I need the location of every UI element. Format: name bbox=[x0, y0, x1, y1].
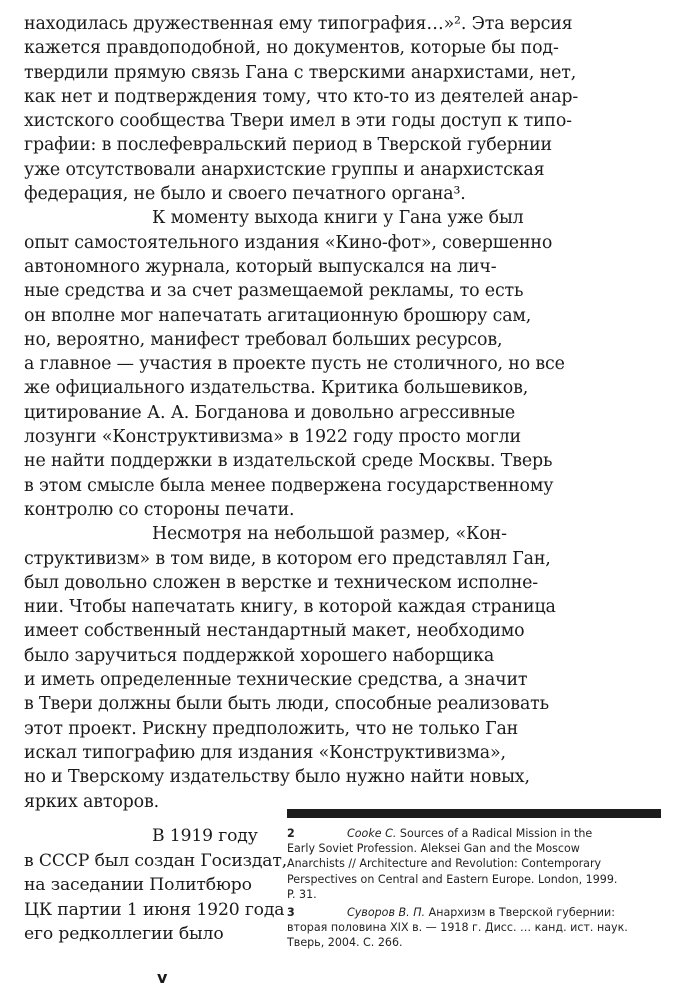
footnote-3 bbox=[287, 905, 677, 951]
footnote-line: Anarchists // Architecture and Revolution: Contemporary bbox=[287, 857, 602, 871]
footnote-line: Early Soviet Profession. Aleksei Gan and the Moscow bbox=[287, 842, 580, 856]
body-line: твердили прямую связь Гана с тверскими анархистами, нет, bbox=[24, 62, 577, 83]
body-line: лозунги «Конструктивизма» в 1922 году просто могли bbox=[24, 427, 521, 448]
body-line: в Твери должны были быть люди, способные реализовать bbox=[24, 694, 549, 715]
main-text-column bbox=[24, 12, 584, 814]
body-line: уже отсутствовали анархистские группы и анархистская bbox=[24, 159, 545, 180]
body-line: находилась дружественная ему типография…»². Эта версия bbox=[24, 14, 573, 34]
body-line: же официального издательства. Критика большевиков, bbox=[24, 378, 529, 399]
footnote-number: 3 bbox=[287, 906, 295, 920]
body-line: хистского сообщества Твери имел в эти годы доступ к типо- bbox=[24, 111, 572, 132]
body-line: но, вероятно, манифест требовал больших ресурсов, bbox=[24, 329, 503, 350]
body-line: ярких авторов. bbox=[24, 791, 159, 812]
body-line: В 1919 году bbox=[152, 826, 258, 846]
footnote-text: Анархизм в Тверской губернии: bbox=[428, 906, 615, 920]
body-line: федерация, не было и своего печатного органа³. bbox=[24, 184, 466, 205]
body-line: в этом смысле была менее подвержена государственному bbox=[24, 475, 554, 496]
body-line: контролю со стороны печати. bbox=[24, 499, 295, 520]
footnotes bbox=[287, 826, 677, 954]
footnote-line: Perspectives on Central and Eastern Europe. London, 1999. bbox=[287, 872, 618, 886]
footnote-rule bbox=[287, 809, 661, 818]
body-line: опыт самостоятельного издания «Кино-фот», совершенно bbox=[24, 232, 553, 253]
body-line: графии: в послефевральский период в Тверской губернии bbox=[24, 135, 552, 156]
bottom-text-column bbox=[24, 824, 288, 947]
body-line: в СССР был создан Госиздат, bbox=[24, 850, 288, 871]
footnote-line: P. 31. bbox=[287, 887, 317, 901]
body-line: нии. Чтобы напечатать книгу, в которой каждая страница bbox=[24, 597, 556, 618]
body-line: ные средства и за счет размещаемой рекламы, то есть bbox=[24, 281, 524, 302]
footnote-line bbox=[287, 826, 677, 841]
body-line: Несмотря на небольшой размер, «Кон- bbox=[152, 524, 507, 545]
body-line: он вполне мог напечатать агитационную брошюру сам, bbox=[24, 305, 532, 326]
body-line: структивизм» в том виде, в котором его представлял Ган, bbox=[24, 548, 551, 569]
body-line: и иметь определенные технические средства, а значит bbox=[24, 670, 528, 691]
footnote-line bbox=[287, 905, 677, 920]
footnote-author: Суворов В. П. bbox=[347, 906, 426, 920]
body-line: но и Тверскому издательству было нужно найти новых, bbox=[24, 767, 530, 788]
body-line: кажется правдоподобной, но документов, которые бы под- bbox=[24, 38, 559, 59]
footnote-2 bbox=[287, 826, 677, 902]
body-line: ЦК партии 1 июня 1920 года bbox=[24, 899, 285, 920]
body-line: автономного журнала, который выпускался на лич- bbox=[24, 256, 497, 277]
body-line: его редколлегии было bbox=[24, 924, 224, 945]
footnote-text: Sources of a Radical Mission in the bbox=[399, 827, 593, 840]
footnote-line: вторая половина XIX в. — 1918 г. Дисс. … канд. ист. наук. bbox=[287, 921, 628, 935]
footnote-line: Тверь, 2004. С. 266. bbox=[287, 936, 403, 950]
body-line: на заседании Политбюро bbox=[24, 875, 252, 896]
body-line: а главное — участия в проекте пусть не столичного, но все bbox=[24, 354, 565, 375]
body-line: был довольно сложен в верстке и техническом исполне- bbox=[24, 572, 539, 593]
body-line: этот проект. Рискну предположить, что не только Ган bbox=[24, 718, 519, 739]
body-line: как нет и подтверждения тому, что кто-то из деятелей анар- bbox=[24, 86, 579, 107]
body-line: К моменту выхода книги у Гана уже был bbox=[152, 208, 524, 229]
footnote-number: 2 bbox=[287, 827, 295, 840]
page-marker: v bbox=[157, 968, 168, 987]
body-line: имеет собственный нестандартный макет, необходимо bbox=[24, 621, 525, 642]
body-line: искал типографию для издания «Конструктивизма», bbox=[24, 742, 506, 763]
body-line: было заручиться поддержкой хорошего наборщика bbox=[24, 645, 495, 666]
body-line: не найти поддержки в издательской среде Москвы. Тверь bbox=[24, 451, 553, 472]
footnote-author: Cooke C. bbox=[347, 827, 397, 840]
body-line: цитирование А. А. Богданова и довольно агрессивные bbox=[24, 402, 516, 423]
